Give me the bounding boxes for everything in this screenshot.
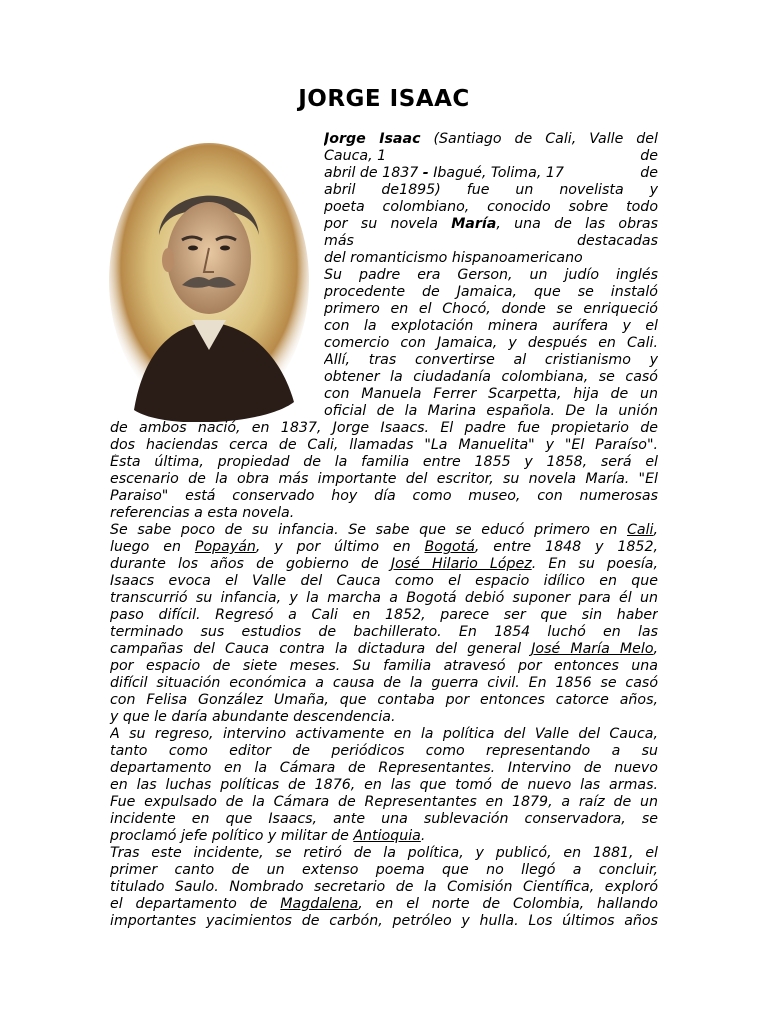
para1-line-2 bbox=[324, 148, 658, 165]
text-span: , bbox=[653, 522, 658, 538]
para5-line-3: titulado Saulo. Nombrado secretario de la Comisión Científica, exploró bbox=[110, 879, 658, 895]
para3-line-8 bbox=[110, 641, 658, 658]
para2-line: Su padre era Gerson, un judío inglés bbox=[324, 267, 658, 283]
link-jose-hilario-lopez[interactable]: José Hilario López bbox=[390, 556, 532, 572]
para2-line: escenario de la obra más importante del escritor, su novela María. "El bbox=[110, 471, 658, 487]
link-jose-maria-melo[interactable]: José María Melo bbox=[531, 641, 654, 657]
para2-line: Paraiso" está conservado hoy día como museo, con numerosas bbox=[110, 488, 658, 504]
text-span: luego en bbox=[110, 539, 181, 555]
text-span: , y por último en bbox=[255, 539, 411, 555]
text-span: (Santiago de Cali, Valle del bbox=[433, 131, 658, 147]
para2-line: obtener la ciudadanía colombiana, se casó bbox=[324, 369, 658, 385]
para2-line: oficial de la Marina española. De la unión bbox=[324, 403, 658, 419]
text-span: de bbox=[640, 148, 658, 164]
para4-line-5: Fue expulsado de la Cámara de Representantes en 1879, a raíz de un bbox=[110, 794, 658, 810]
para2-line: Allí, tras convertirse al cristianismo y bbox=[324, 352, 658, 368]
para3-line-5: transcurrió su infancia, y la marcha a Bogotá debió suponer para él un bbox=[110, 590, 658, 606]
para3-line-1 bbox=[110, 522, 658, 539]
novel-title: María bbox=[451, 216, 497, 232]
text-span: proclamó jefe político y militar de bbox=[110, 828, 349, 844]
link-bogota[interactable]: Bogotá bbox=[424, 539, 475, 555]
link-popayan[interactable]: Popayán bbox=[194, 539, 256, 555]
text-span: Cauca, 1 bbox=[324, 148, 387, 164]
link-antioquia[interactable]: Antioquia bbox=[353, 828, 421, 844]
link-magdalena[interactable]: Magdalena bbox=[280, 896, 359, 912]
text-span: por su novela bbox=[324, 216, 438, 232]
text-span: más bbox=[324, 233, 354, 249]
para3-line-6: paso difícil. Regresó a Cali en 1852, parece ser que sin haber bbox=[110, 607, 658, 623]
text-span: , entre 1848 y 1852, bbox=[474, 539, 658, 555]
text-span: abril de 1837 bbox=[324, 165, 419, 181]
text-span: , una de las obras bbox=[496, 216, 658, 232]
para5-line-1: Tras este incidente, se retiró de la política, y publicó, en 1881, el bbox=[110, 845, 658, 861]
para2-line: primero en el Chocó, donde se enriqueció bbox=[324, 301, 658, 317]
para2-line: dos haciendas cerca de Cali, llamadas "La Manuelita" y "El Paraíso". bbox=[110, 437, 658, 453]
para2-line: con la explotación minera aurífera y el bbox=[324, 318, 658, 334]
para4-line-1: A su regreso, intervino activamente en la política del Valle del Cauca, bbox=[110, 726, 658, 742]
para1-line-6 bbox=[324, 216, 658, 233]
para1-line-7 bbox=[324, 233, 658, 250]
text-span: . En su poesía, bbox=[531, 556, 658, 572]
para3-line-3 bbox=[110, 556, 658, 573]
text-span: Ibagué, Tolima, 17 bbox=[433, 165, 564, 181]
subject-name: Jorge Isaac bbox=[324, 131, 421, 147]
para4-line-7 bbox=[110, 828, 658, 845]
para3-line-4: Isaacs evoca el Valle del Cauca como el espacio idílico en que bbox=[110, 573, 658, 589]
para1-line-1 bbox=[324, 131, 658, 148]
para1-line-8: del romanticismo hispanoamericano bbox=[324, 250, 583, 266]
para3-line-10: difícil situación económica a causa de la guerra civil. En 1856 se casó bbox=[110, 675, 658, 691]
para5-line-2: primer canto de un extenso poema que no llegó a concluir, bbox=[110, 862, 658, 878]
para3-line-12: y que le daría abundante descendencia. bbox=[110, 709, 396, 725]
portrait-image bbox=[104, 140, 314, 422]
page-title: JORGE ISAAC bbox=[298, 86, 470, 112]
text-span: de bbox=[640, 165, 658, 181]
para5-line-4 bbox=[110, 896, 658, 913]
para4-line-6: incidente en que Isaacs, ante una sublevación conservadora, se bbox=[110, 811, 658, 827]
link-cali[interactable]: Cali bbox=[627, 522, 654, 538]
para5-line-5: importantes yacimientos de carbón, petróleo y hulla. Los últimos años bbox=[110, 913, 658, 929]
para2-line: de ambos nació, en 1837, Jorge Isaacs. El padre fue propietario de bbox=[110, 420, 658, 436]
para2-line: referencias a esta novela. bbox=[110, 505, 295, 521]
text-span: . bbox=[420, 828, 426, 844]
para2-line: procedente de Jamaica, que se instaló bbox=[324, 284, 658, 300]
para4-line-3: departamento en la Cámara de Representantes. Intervino de nuevo bbox=[110, 760, 658, 776]
para1-line-4: abril de1895) fue un novelista y bbox=[324, 182, 658, 198]
para2-line: con Manuela Ferrer Scarpetta, hija de un bbox=[324, 386, 658, 402]
text-span: el departamento de bbox=[110, 896, 268, 912]
para4-line-2: tanto como editor de periódicos como representando a su bbox=[110, 743, 658, 759]
text-span: campañas del Cauca contra la dictadura del general bbox=[110, 641, 522, 657]
text-span: , en el norte de Colombia, hallando bbox=[358, 896, 658, 912]
para3-line-7: terminado sus estudios de bachillerato. En 1854 luchó en las bbox=[110, 624, 658, 640]
text-span: durante los años de gobierno de bbox=[110, 556, 379, 572]
para3-line-9: por espacio de siete meses. Su familia atravesó por entonces una bbox=[110, 658, 658, 674]
para3-line-11: con Felisa González Umaña, que contaba por entonces catorce años, bbox=[110, 692, 658, 708]
para1-line-5: poeta colombiano, conocido sobre todo bbox=[324, 199, 658, 215]
text-span: Se sabe poco de su infancia. Se sabe que se educó primero en bbox=[110, 522, 618, 538]
text-span: destacadas bbox=[577, 233, 658, 249]
para3-line-2 bbox=[110, 539, 658, 556]
text-span: - bbox=[422, 165, 429, 181]
para2-line: Ésta última, propiedad de la familia entre 1855 y 1858, será el bbox=[110, 454, 658, 470]
para1-line-3 bbox=[324, 165, 658, 182]
para4-line-4: en las luchas políticas de 1876, en las que tomó de nuevo las armas. bbox=[110, 777, 658, 793]
text-span: , bbox=[653, 641, 658, 657]
para2-line: comercio con Jamaica, y después en Cali. bbox=[324, 335, 658, 351]
